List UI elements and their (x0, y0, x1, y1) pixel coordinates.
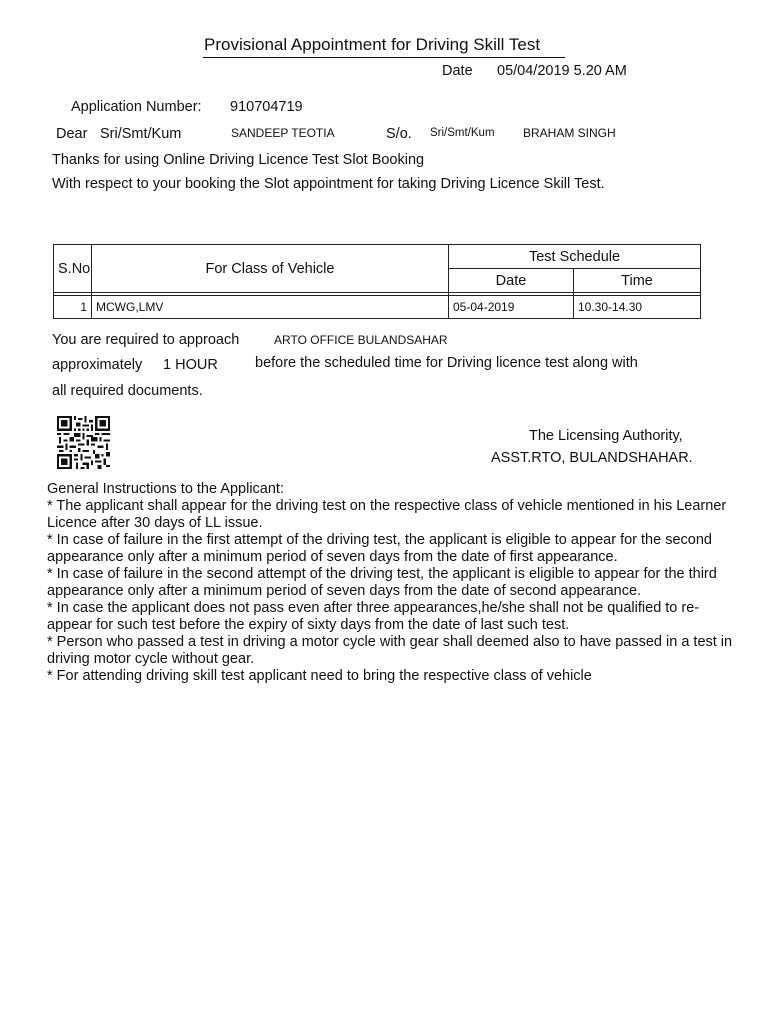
approximately-label: approximately (52, 357, 143, 373)
date-label: Date (442, 63, 473, 79)
authority-line2: ASST.RTO, BULANDSHAHAR. (491, 450, 693, 466)
date-value: 05/04/2019 5.20 AM (497, 63, 627, 79)
schedule-header: Test Schedule (449, 245, 701, 269)
documents-text: all required documents. (52, 383, 203, 399)
approach-text: You are required to approach (52, 332, 240, 348)
parent-name: BRAHAM SINGH (523, 126, 616, 140)
page-title: Provisional Appointment for Driving Skill Test (204, 35, 541, 54)
instructions-heading: General Instructions to the Applicant: (47, 481, 284, 497)
sno-header: S.No (54, 245, 92, 293)
title-underline (203, 57, 565, 58)
row-time: 10.30-14.30 (574, 296, 701, 319)
list-item: * In case of failure in the first attempt of the driving test, the applicant is eligible to appear for the second appearance only after a minimum period of seven days from the date of first appearance. (47, 532, 712, 565)
date-header: Date (449, 269, 574, 293)
schedule-table (53, 244, 701, 319)
list-item: * In case the applicant does not pass even after three appearances,he/she shall not be qualified to re-appear for such test before the expiry of sixty days from the date of last such test. (47, 600, 700, 633)
application-number: 910704719 (230, 99, 303, 115)
duration-value: 1 HOUR (163, 357, 218, 373)
dear-label: Dear (56, 126, 88, 142)
row-date: 05-04-2019 (449, 296, 574, 319)
table-row (54, 296, 701, 319)
son-of-label: S/o. (386, 126, 412, 142)
time-header: Time (574, 269, 701, 293)
list-item: * For attending driving skill test applicant need to bring the respective class of vehicle (47, 668, 592, 684)
list-item: * In case of failure in the second attempt of the driving test, the applicant is eligible to appear for the third appearance only after a minimum period of seven days from the date of second appearance. (47, 566, 717, 599)
list-item: * Person who passed a test in driving a motor cycle with gear shall deemed also to have passed in a test in driving motor cycle without gear. (47, 634, 733, 667)
respect-text: With respect to your booking the Slot appointment for taking Driving Licence Skill Test. (52, 176, 605, 192)
row-class: MCWG,LMV (92, 296, 449, 319)
thanks-text: Thanks for using Online Driving Licence Test Slot Booking (52, 152, 425, 168)
applicant-name: SANDEEP TEOTIA (231, 126, 335, 140)
office-name: ARTO OFFICE BULANDSAHAR (274, 333, 448, 347)
list-item: * The applicant shall appear for the driving test on the respective class of vehicle mentioned in his Learner Licence after 30 days of LL issue. (47, 498, 727, 531)
parent-title-label: Sri/Smt/Kum (430, 127, 495, 139)
before-text: before the scheduled time for Driving licence test along with (255, 355, 638, 371)
title-label: Sri/Smt/Kum (100, 126, 182, 142)
qr-code-icon (57, 416, 110, 469)
row-sno: 1 (54, 296, 92, 319)
instructions-block (47, 481, 737, 685)
application-number-label: Application Number: (71, 99, 202, 115)
authority-line1: The Licensing Authority, (529, 428, 683, 444)
class-header: For Class of Vehicle (92, 245, 449, 293)
